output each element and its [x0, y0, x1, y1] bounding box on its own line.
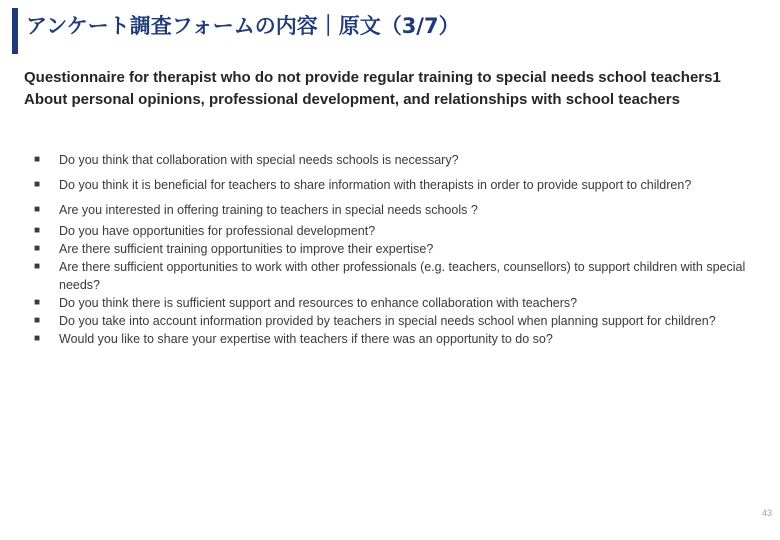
- question-text: Do you think that collaboration with special needs schools is necessary?: [59, 153, 459, 167]
- square-bullet-icon: ■: [34, 261, 41, 272]
- question-text: Do you take into account information provided by teachers in special needs school when planning support for children?: [59, 314, 716, 328]
- square-bullet-icon: ■: [34, 179, 41, 190]
- questionnaire-subheading: About personal opinions, professional development, and relationships with school teachers: [24, 91, 680, 108]
- question-text: Do you think there is sufficient support and resources to enhance collaboration with teachers?: [59, 296, 578, 310]
- square-bullet-icon: ■: [34, 333, 41, 344]
- question-text: Do you have opportunities for professional development?: [59, 224, 376, 238]
- questionnaire-heading: Questionnaire for therapist who do not provide regular training to special needs school teachers1: [24, 69, 721, 86]
- page-number: 43: [761, 508, 772, 518]
- question-text: Are there sufficient training opportunities to improve their expertise?: [59, 242, 434, 256]
- square-bullet-icon: ■: [34, 315, 41, 326]
- slide-title: アンケート調査フォームの内容｜原文（3/7）: [26, 14, 460, 38]
- square-bullet-icon: ■: [34, 225, 41, 236]
- square-bullet-icon: ■: [34, 204, 41, 215]
- list-item: [34, 312, 754, 330]
- list-item: [34, 294, 754, 312]
- list-item: [34, 258, 754, 294]
- section-heading: [24, 67, 764, 111]
- square-bullet-icon: ■: [34, 243, 41, 254]
- square-bullet-icon: ■: [34, 154, 41, 165]
- list-item: [34, 330, 754, 348]
- question-text: Are you interested in offering training to teachers in special needs schools ?: [59, 203, 478, 217]
- question-list: [34, 144, 754, 348]
- title-accent-bar: [12, 8, 18, 54]
- question-text: Would you like to share your expertise with teachers if there was an opportunity to do so?: [59, 332, 553, 346]
- question-text: Do you think it is beneficial for teachers to share information with therapists in order to provide support to children?: [59, 178, 692, 192]
- list-item: [34, 240, 754, 258]
- list-item: [34, 222, 754, 240]
- square-bullet-icon: ■: [34, 297, 41, 308]
- question-text: Are there sufficient opportunities to work with other professionals (e.g. teachers, counsellors) to support children with special needs?: [59, 260, 746, 292]
